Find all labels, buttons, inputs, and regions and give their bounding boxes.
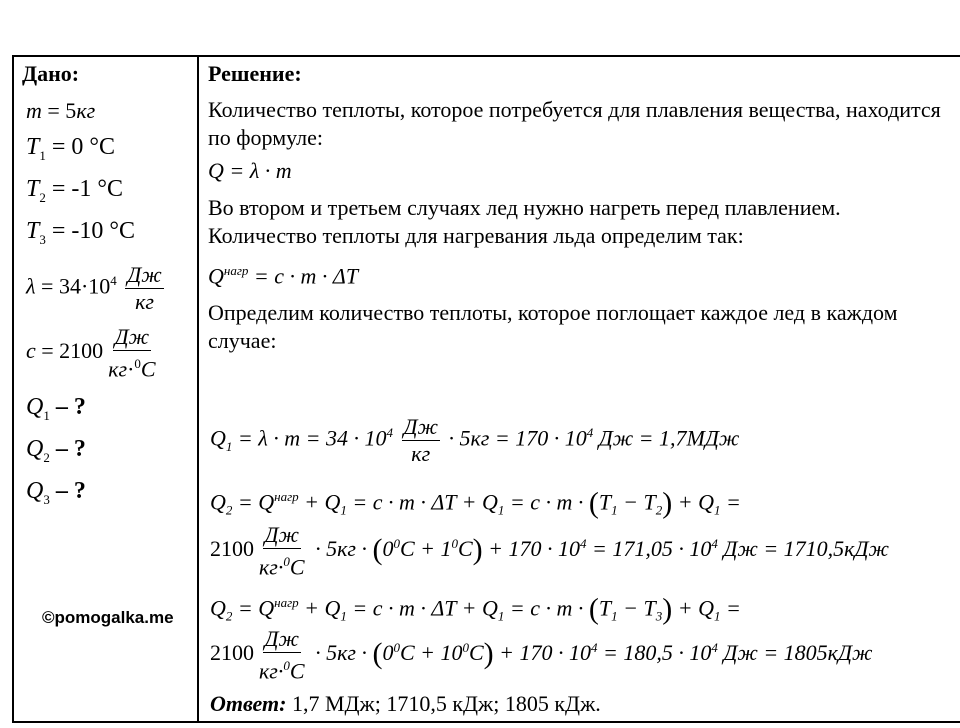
formula-q3-line1: $Q_2 = Q^{нагр} + Q_1 = c \cdot m \cdot \Delta T + Q_1 = c \cdot m \cdot (T_1 - T_3) + Q_1$ = [210,592,741,626]
formula-q2-line2: 2100 $\frac{Дж}{кг\cdot^0C}$ · $5кг \cdot (0^0C + 1^0C) + 170 \cdot 10^4 = 171,05 \cdot 10^4$ Дж = 1710,5кДж [210,522,889,580]
given-q1: $Q_1$ – ? [26,394,86,423]
column-divider [197,55,199,723]
solution-column [208,60,948,355]
given-q2: $Q_2$ – ? [26,436,86,465]
formula-q1: $Q_1 = \lambda \cdot m = 34 \cdot 10^4$ $\frac{Дж}{кг}$ · $5кг = 170 \cdot 10^4$ Дж = 1,7МДж [210,414,740,466]
formula-q3-line2: 2100 $\frac{Дж}{кг\cdot^0C}$ · $5кг \cdot (0^0C + 10^0C) + 170 \cdot 10^4 = 180,5 \cdot 10^4$ Дж = 1805кДж [210,626,873,684]
answer [210,690,601,718]
formula-heating: $Q^{нагр} = c \cdot m \cdot \Delta T$ [208,263,359,289]
paragraph-each-case: Определим количество теплоты, которое поглощает каждое лед в каждом случае: [208,300,898,354]
given-t2: $T_2 = -1$ °C [26,176,123,205]
formula-melting: Q = λ · m [208,158,292,183]
given-lambda: $\lambda = 34\cdot 10^4$ $\frac{Дж}{кг}$ [26,262,162,314]
given-q3: $Q_3$ – ? [26,478,86,507]
given-m: m = 5кг [26,98,96,123]
watermark: ©pomogalka.me [42,608,174,627]
given-t3: $T_3 = -10$ °C [26,218,135,247]
solution-title: Решение: [208,61,302,86]
given-c: c = 2100 $\frac{Дж}{кг\cdot^0C}$ [26,324,156,382]
paragraph-heating: Во втором и третьем случаях лед нужно нагреть перед плавлением. Количество теплоты для нагревания льда определим так: [208,195,841,248]
given-column [22,60,194,88]
answer-label: Ответ: [210,691,287,716]
given-title: Дано: [22,61,80,86]
formula-q2-line1: $Q_2 = Q^{нагр} + Q_1 = c \cdot m \cdot \Delta T + Q_1 = c \cdot m \cdot (T_1 - T_2) + Q_1$ = [210,486,741,520]
paragraph-melting: Количество теплоты, которое потребуется для плавления вещества, находится по формуле: [208,97,941,150]
answer-text: 1,7 МДж; 1710,5 кДж; 1805 кДж. [286,691,601,716]
given-t1: $T_1 = 0$ °C [26,134,115,163]
